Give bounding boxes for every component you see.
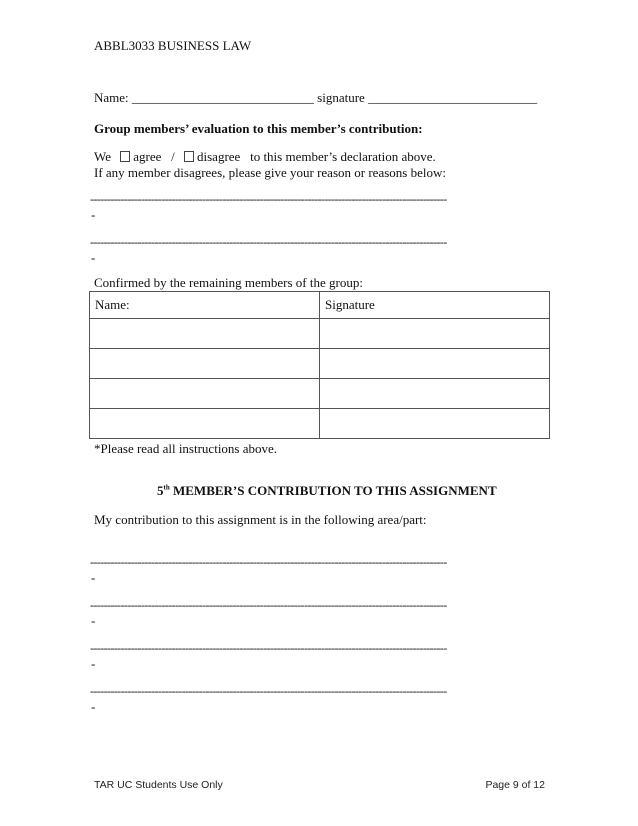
signature-label: signature	[317, 90, 365, 105]
contribution-dash-line-3[interactable]: ---------------------------------------------------------------------------------------------------------	[90, 641, 447, 655]
name-signature-line	[94, 90, 537, 106]
table-header-row	[90, 292, 550, 319]
name-cell[interactable]	[90, 379, 320, 409]
column-header-signature: Signature	[320, 292, 550, 319]
reason-dash-line-1[interactable]: ---------------------------------------------------------------------------------------------------------	[90, 192, 447, 206]
instructions-note: *Please read all instructions above.	[94, 441, 278, 456]
reason-dash-tail-1: -	[91, 207, 96, 222]
declaration-text: to this member’s declaration above.	[250, 149, 436, 164]
agree-disagree-line	[94, 149, 436, 165]
section-number: 5	[157, 483, 164, 498]
table-row	[90, 319, 550, 349]
name-cell[interactable]	[90, 409, 320, 439]
agree-checkbox[interactable]	[120, 151, 130, 162]
evaluation-heading: Group members’ evaluation to this member’s contribution:	[94, 121, 423, 136]
slash-separator: /	[171, 149, 175, 164]
disagree-note: If any member disagrees, please give your reason or reasons below:	[94, 165, 446, 180]
reason-dash-line-2[interactable]: ---------------------------------------------------------------------------------------------------------	[90, 235, 447, 249]
signature-cell[interactable]	[320, 319, 550, 349]
section-suffix: th	[163, 483, 170, 492]
contribution-dash-tail-2: -	[91, 613, 96, 628]
signature-cell[interactable]	[320, 409, 550, 439]
name-cell[interactable]	[90, 319, 320, 349]
contribution-dash-tail-1: -	[91, 570, 96, 585]
contribution-dash-tail-4: -	[91, 699, 96, 714]
section-heading	[157, 483, 497, 499]
disagree-label: disagree	[197, 149, 241, 164]
signature-blank[interactable]: __________________________	[368, 90, 538, 105]
table-row	[90, 379, 550, 409]
contribution-intro: My contribution to this assignment is in the following area/part:	[94, 512, 427, 527]
signature-cell[interactable]	[320, 379, 550, 409]
disagree-checkbox[interactable]	[184, 151, 194, 162]
footer-left: TAR UC Students Use Only	[94, 779, 223, 791]
agree-label: agree	[133, 149, 162, 164]
column-header-name: Name:	[90, 292, 320, 319]
contribution-dash-line-2[interactable]: ---------------------------------------------------------------------------------------------------------	[90, 598, 447, 612]
section-title: MEMBER’S CONTRIBUTION TO THIS ASSIGNMENT	[169, 483, 497, 498]
name-label: Name:	[94, 90, 129, 105]
contribution-dash-line-4[interactable]: ---------------------------------------------------------------------------------------------------------	[90, 684, 447, 698]
we-label: We	[94, 149, 111, 164]
reason-dash-tail-2: -	[91, 250, 96, 265]
contribution-dash-tail-3: -	[91, 656, 96, 671]
signature-cell[interactable]	[320, 349, 550, 379]
name-blank[interactable]: ____________________________	[131, 90, 314, 105]
course-header: ABBL3033 BUSINESS LAW	[94, 38, 252, 53]
contribution-dash-line-1[interactable]: ---------------------------------------------------------------------------------------------------------	[90, 555, 447, 569]
signature-table	[89, 291, 550, 439]
confirmation-text: Confirmed by the remaining members of the group:	[94, 275, 363, 290]
name-cell[interactable]	[90, 349, 320, 379]
table-row	[90, 409, 550, 439]
table-row	[90, 349, 550, 379]
page-number: Page 9 of 12	[485, 779, 545, 791]
